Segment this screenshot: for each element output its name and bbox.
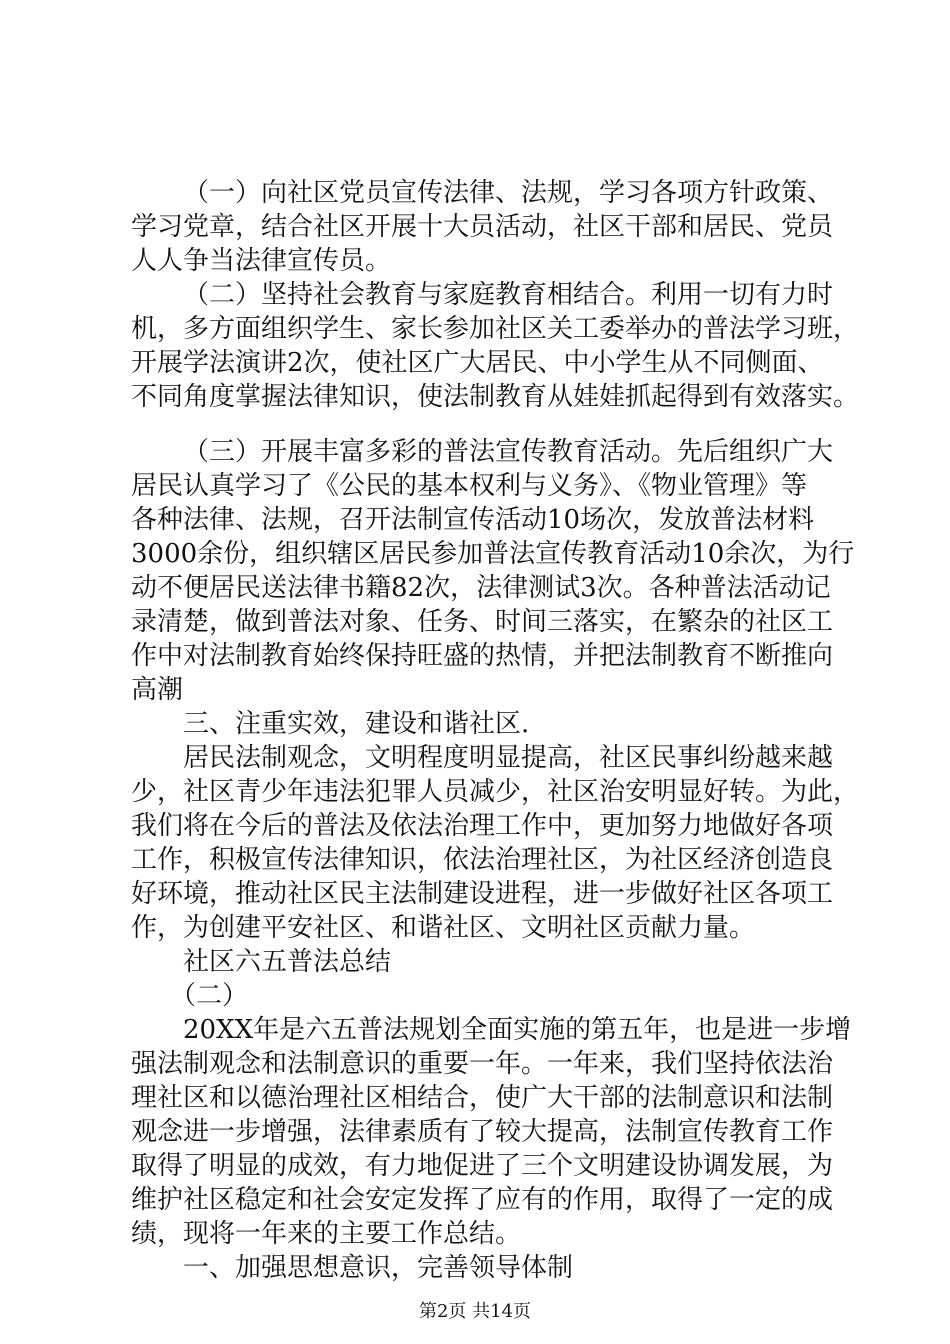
text-line: 各种法律、法规，召开法制宣传活动10场次，发放普法材料 bbox=[131, 505, 815, 535]
text-line: 作中对法制教育始终保持旺盛的热情，并把法制教育不断推向 bbox=[131, 641, 834, 671]
text-line: 作，为创建平安社区、和谐社区、文明社区贡献力量。 bbox=[131, 913, 756, 943]
text-line: 动不便居民送法律书籍82次，法律测试3次。各种普法活动记 bbox=[131, 573, 831, 603]
text-line: （二）坚持社会教育与家庭教育相结合。利用一切有力时 bbox=[183, 280, 834, 310]
text-line: 录清楚，做到普法对象、任务、时间三落实，在繁杂的社区工 bbox=[131, 607, 834, 637]
text-line: 理社区和以德治理社区相结合，使广大干部的法制意识和法制 bbox=[131, 1083, 834, 1113]
text-line: （三）开展丰富多彩的普法宣传教育活动。先后组织广大 bbox=[183, 437, 834, 467]
text-line: 取得了明显的成效，有力地促进了三个文明建设协调发展，为 bbox=[131, 1151, 834, 1181]
text-line: 高潮 bbox=[131, 675, 184, 705]
text-line: 好环境，推动社区民主法制建设进程，进一步做好社区各项工 bbox=[131, 879, 834, 909]
text-line: 强法制观念和法制意识的重要一年。一年来，我们坚持依法治 bbox=[131, 1049, 834, 1079]
text-line: 观念进一步增强，法律素质有了较大提高，法制宣传教育工作 bbox=[131, 1117, 834, 1147]
text-line: 开展学法演讲2次，使社区广大居民、中小学生从不同侧面、 bbox=[131, 348, 824, 378]
page-footer: 第2页 共14页 bbox=[418, 1301, 532, 1322]
text-line: 居民法制观念，文明程度明显提高，社区民事纠纷越来越 bbox=[183, 743, 834, 773]
text-line: 人人争当法律宣传员。 bbox=[131, 246, 392, 276]
text-line: 工作，积极宣传法律知识，依法治理社区，为社区经济创造良 bbox=[131, 845, 834, 875]
text-line: 机，多方面组织学生、家长参加社区关工委举办的普法学习班， bbox=[131, 314, 860, 344]
text-line: 维护社区稳定和社会安定发挥了应有的作用，取得了一定的成 bbox=[131, 1185, 834, 1215]
text-line: 居民认真学习了《公民的基本权利与义务》、《物业管理》等 bbox=[131, 471, 808, 501]
text-line: 我们将在今后的普法及依法治理工作中，更加努力地做好各项 bbox=[131, 811, 834, 841]
section-heading: 三、注重实效，建设和谐社区. bbox=[183, 709, 530, 739]
text-line: 不同角度掌握法律知识，使法制教育从娃娃抓起得到有效落实。 bbox=[131, 382, 860, 412]
document-title: 社区六五普法总结 bbox=[183, 947, 392, 977]
text-line: 学习党章，结合社区开展十大员活动，社区干部和居民、党员 bbox=[131, 212, 834, 242]
text-line: 少，社区青少年违法犯罪人员减少，社区治安明显好转。为此， bbox=[131, 777, 860, 807]
section-heading: 一、加强思想意识，完善领导体制 bbox=[183, 1253, 574, 1283]
text-line: 20XX年是六五普法规划全面实施的第五年，也是进一步增 bbox=[183, 1015, 852, 1045]
text-line: 绩，现将一年来的主要工作总结。 bbox=[131, 1219, 522, 1249]
text-line: 3000余份，组织辖区居民参加普法宣传教育活动10余次，为行 bbox=[131, 539, 855, 569]
section-number: （二） bbox=[170, 981, 249, 1011]
text-line: （一）向社区党员宣传法律、法规，学习各项方针政策、 bbox=[183, 178, 834, 208]
